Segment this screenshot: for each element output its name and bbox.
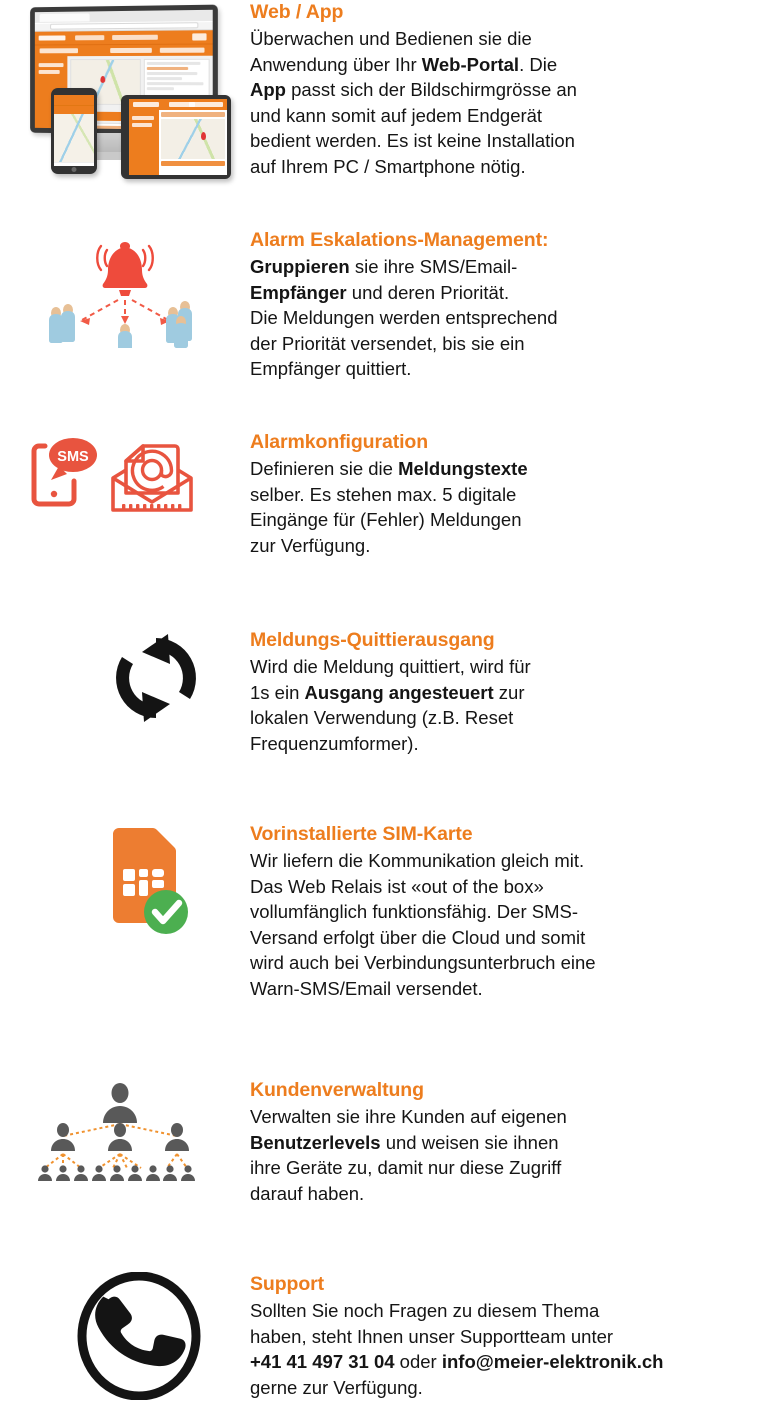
body-text: zur Verfügung.: [250, 534, 371, 556]
tablet-sidebar: [129, 110, 159, 175]
body-text: der Priorität versendet, bis sie ein: [250, 332, 525, 354]
feature-body: [250, 26, 764, 180]
feature-alarmkonfiguration: [0, 430, 768, 558]
body-text: Wird die Meldung quittiert, wird für: [250, 656, 531, 677]
tablet-alert: [161, 161, 225, 166]
phone-topbar: [54, 95, 94, 105]
app-subbar: [34, 43, 212, 56]
feature-body-line: [250, 1104, 764, 1130]
sms-and-email-icon: [25, 430, 225, 530]
feature-body-line: [250, 1155, 764, 1181]
feature-body-line: [250, 52, 764, 78]
app-user-menu: [192, 33, 206, 40]
emphasis-text: App: [250, 79, 286, 101]
app-nav-item: [112, 35, 158, 40]
emphasis-text: Benutzerlevels: [250, 1131, 381, 1153]
feature-body-line: [250, 1324, 764, 1350]
feature-web-app: [0, 0, 768, 180]
body-text: Die Meldungen werden entsprechend: [250, 307, 558, 329]
org-level2-node: [165, 1123, 189, 1151]
feature-title: Meldungs-Quittierausgang: [250, 629, 495, 651]
feature-body-line: [250, 456, 764, 482]
body-text: und deren Priorität.: [346, 281, 510, 303]
body-text: passt sich der Bildschirmgrösse an: [285, 79, 577, 101]
app-topbar: [34, 30, 212, 44]
devices-mockup-image: [13, 0, 238, 180]
body-text: Wir liefern die Kommunikation gleich mit.: [250, 850, 585, 871]
feature-body-line: [250, 77, 764, 103]
body-text: Anwendung über Ihr: [250, 53, 422, 75]
browser-tab: [39, 13, 89, 21]
people-group-center: [118, 324, 132, 348]
people-group-right: [166, 301, 192, 348]
body-text: haben, steht Ihnen unser Supportteam unter: [250, 1325, 614, 1347]
feature-body-line: [250, 1298, 764, 1324]
feature-vorinstallierte-sim-karte: [0, 822, 768, 1002]
feature-body-line: [250, 874, 764, 900]
feature-icon-support: [0, 1272, 250, 1400]
feature-icon-sim-karte: [0, 822, 250, 942]
emphasis-text: Gruppieren: [250, 256, 350, 277]
body-text: zur: [493, 681, 525, 703]
feature-icon-alarm-escalation: [0, 228, 250, 348]
feature-body-line: [250, 103, 764, 129]
feature-body-line: [250, 705, 764, 731]
phone-home-button: [71, 167, 76, 172]
emphasis-text: Meldungstexte: [398, 458, 528, 479]
feature-body: [250, 456, 764, 558]
feature-body: [250, 654, 764, 756]
alarm-bell-escalation-icon: [30, 228, 220, 348]
feature-body-line: [250, 976, 764, 1002]
envelope-dots: [122, 504, 181, 511]
app-logo: [38, 35, 65, 40]
map-pin-icon: [100, 76, 105, 83]
body-text: Sollten Sie noch Fragen zu diesem Thema: [250, 1300, 600, 1321]
feature-body-line: [250, 533, 764, 559]
body-text: . Die: [519, 53, 558, 75]
body-text: Empfänger quittiert.: [250, 358, 412, 380]
emphasis-text: info@meier-elektronik.ch: [441, 1351, 664, 1373]
feature-body: [250, 254, 764, 382]
org-level3-nodes: [38, 1165, 195, 1181]
feature-body-line: [250, 128, 764, 154]
feature-title: Support: [250, 1273, 325, 1295]
phone-footer: [54, 162, 94, 166]
body-text: sie ihre SMS/Email-: [349, 256, 518, 277]
feature-body-line: [250, 280, 764, 306]
sim-card-check-icon: [90, 822, 200, 942]
feature-body-line: [250, 654, 764, 680]
tablet-device: [121, 95, 231, 179]
feature-title: Alarm Eskalations-Management:: [250, 229, 549, 251]
feature-icon-web-app: [0, 0, 250, 180]
browser-chrome: [34, 10, 212, 23]
emphasis-text: Empfänger: [250, 281, 347, 303]
emphasis-text: +41 41 497 31 04: [250, 1351, 395, 1373]
email-at-symbol: [133, 451, 172, 490]
body-text: auf Ihrem PC / Smartphone nötig.: [250, 155, 526, 177]
feature-icon-quittierausgang: [0, 628, 250, 728]
feature-kundenverwaltung: [0, 1078, 768, 1206]
body-text: 1s ein: [250, 681, 305, 703]
feature-body: [250, 848, 764, 1002]
org-chart-users-icon: [35, 1078, 215, 1193]
phone-circle-icon: [75, 1272, 203, 1400]
body-text: ihre Geräte zu, damit nur diese Zugriff: [250, 1157, 562, 1179]
smartphone-device: [51, 88, 97, 174]
feature-body-line: [250, 899, 764, 925]
body-text: darauf haben.: [250, 1182, 365, 1204]
org-level2-node: [51, 1123, 75, 1151]
phone-home-dot: [51, 491, 57, 497]
feature-body-line: [250, 1130, 764, 1156]
feature-body-line: [250, 26, 764, 52]
body-text: vollumfänglich funktionsfähig. Der SMS-: [250, 901, 579, 923]
feature-body-line: [250, 254, 764, 280]
feature-body-line: [250, 356, 764, 382]
phone-map-widget: [54, 114, 94, 162]
emphasis-text: Web-Portal: [421, 53, 520, 75]
feature-body-line: [250, 950, 764, 976]
body-text: und weisen sie ihnen: [380, 1131, 559, 1153]
body-text: Verwalten sie ihre Kunden auf eigenen: [250, 1106, 567, 1127]
body-text: bedient werden. Es ist keine Installation: [250, 130, 575, 152]
feature-body-line: [250, 1181, 764, 1207]
body-text: und kann somit auf jedem Endgerät: [250, 104, 543, 126]
status-check-circle: [144, 890, 188, 934]
feature-title: Alarmkonfiguration: [250, 431, 429, 453]
feature-icon-kundenverwaltung: [0, 1078, 250, 1193]
feature-alarm-eskalations-management: [0, 228, 768, 382]
feature-title: Kundenverwaltung: [250, 1079, 424, 1101]
map-pin-icon: [201, 132, 206, 140]
feature-body-line: [250, 731, 764, 757]
body-text: selber. Es stehen max. 5 digitale: [250, 483, 517, 505]
feature-body-line: [250, 1375, 764, 1401]
feature-body: [250, 1104, 764, 1206]
body-text: Frequenzumformer).: [250, 732, 419, 754]
feature-icon-alarmkonfiguration: [0, 430, 250, 530]
body-text: gerne zur Verfügung.: [250, 1376, 423, 1398]
org-root-node: [103, 1083, 137, 1123]
feature-support: [0, 1272, 768, 1400]
feature-body-line: [250, 848, 764, 874]
feature-body-line: [250, 482, 764, 508]
feature-body-line: [250, 925, 764, 951]
emphasis-text: Ausgang angesteuert: [304, 681, 494, 703]
body-text: Warn-SMS/Email versendet.: [250, 977, 483, 999]
feature-body-line: [250, 1349, 764, 1375]
sms-bubble: [49, 438, 97, 480]
body-text: Das Web Relais ist «out of the box»: [250, 875, 544, 897]
org-level2-node: [108, 1123, 132, 1151]
feature-body-line: [250, 154, 764, 180]
telephone-handset-icon: [91, 1282, 189, 1378]
refresh-cycle-icon: [106, 628, 206, 728]
tablet-topbar: [129, 99, 227, 110]
feature-body: [250, 1298, 764, 1400]
feature-body-line: [250, 331, 764, 357]
feature-title: Web / App: [250, 1, 344, 23]
tablet-content: [159, 110, 227, 175]
body-text: Versand erfolgt über die Cloud und somit: [250, 926, 586, 948]
feature-body-line: [250, 305, 764, 331]
app-nav-item: [75, 35, 104, 40]
people-group-left: [49, 304, 75, 343]
feature-title: Vorinstallierte SIM-Karte: [250, 823, 473, 845]
tablet-screen: [129, 99, 227, 175]
tablet-map-widget: [161, 119, 225, 159]
sms-label: SMS: [57, 449, 89, 465]
phone-screen: [54, 95, 94, 166]
body-text: lokalen Verwendung (z.B. Reset: [250, 707, 514, 729]
feature-body-line: [250, 507, 764, 533]
body-text: wird auch bei Verbindungsunterbruch eine: [250, 952, 596, 974]
body-text: Definieren sie die: [250, 458, 399, 479]
body-text: Eingänge für (Fehler) Meldungen: [250, 509, 522, 531]
feature-meldungs-quittierausgang: [0, 628, 768, 756]
body-text: Überwachen und Bedienen sie die: [250, 28, 532, 49]
phone-title-bar: [54, 105, 94, 114]
feature-body-line: [250, 680, 764, 706]
body-text: oder: [394, 1351, 442, 1373]
